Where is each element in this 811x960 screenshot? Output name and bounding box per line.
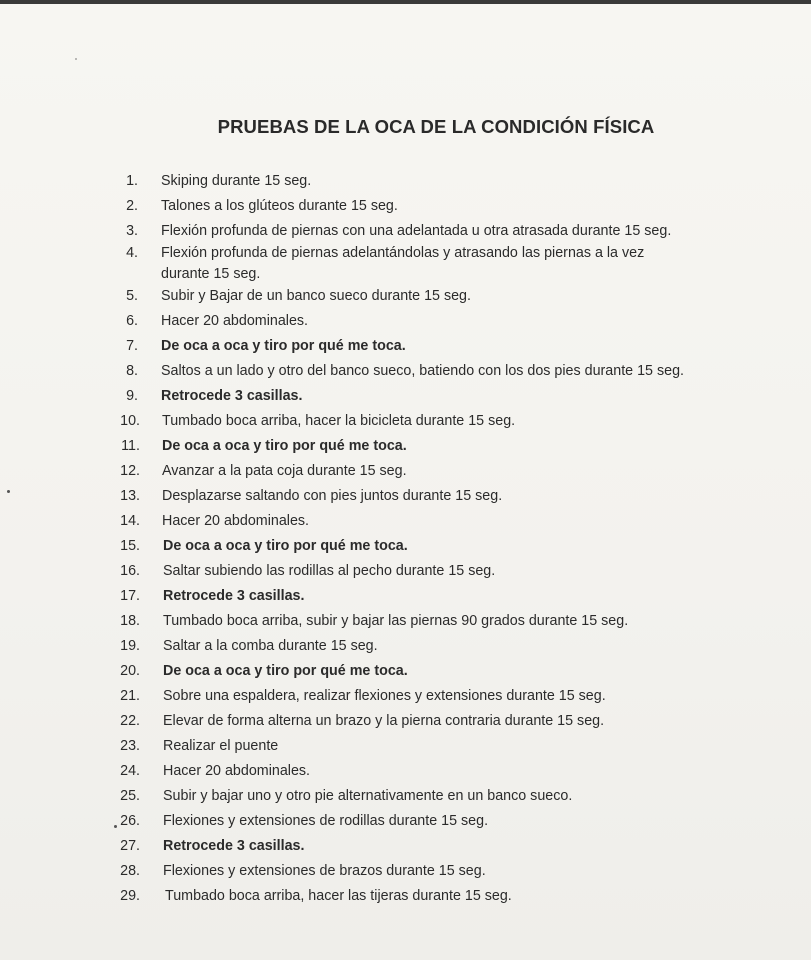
item-text: Tumbado boca arriba, hacer la bicicleta durante 15 seg. (162, 413, 516, 429)
item-number: 7. (126, 338, 138, 354)
item-number: 19. (120, 638, 140, 654)
item-text: Saltos a un lado y otro del banco sueco, batiendo con los dos pies durante 15 seg. (161, 363, 684, 379)
item-number: 23. (120, 738, 140, 754)
item-number: 3. (126, 223, 138, 239)
item-number: 17. (120, 588, 140, 604)
item-number: 13. (120, 488, 140, 504)
item-number: 9. (126, 388, 138, 404)
item-number: 8. (126, 363, 138, 379)
item-text: Flexiones y extensiones de brazos durante 15 seg. (163, 863, 486, 879)
item-number: 5. (126, 288, 138, 304)
item-number: 4. (126, 245, 138, 261)
item-text: Hacer 20 abdominales. (163, 763, 311, 779)
item-text: Skiping durante 15 seg. (161, 173, 312, 189)
item-text: Talones a los glúteos durante 15 seg. (161, 198, 398, 214)
item-number: 2. (126, 198, 138, 214)
item-number: 6. (126, 313, 138, 329)
item-number: 15. (120, 538, 140, 554)
item-text: Flexión profunda de piernas con una adelantada u otra atrasada durante 15 seg. (161, 223, 672, 239)
item-text: Hacer 20 abdominales. (162, 513, 310, 529)
item-text: Retrocede 3 casillas. (163, 588, 305, 604)
item-number: 28. (120, 863, 140, 879)
item-number: 25. (120, 788, 140, 804)
item-number: 14. (120, 513, 140, 529)
item-text: Subir y bajar uno y otro pie alternativamente en un banco sueco. (163, 788, 573, 804)
item-text: Saltar a la comba durante 15 seg. (163, 638, 378, 654)
item-text: Retrocede 3 casillas. (161, 388, 303, 404)
item-number: 12. (120, 463, 140, 479)
item-number: 21. (120, 688, 140, 704)
item-text: Realizar el puente (163, 738, 279, 754)
item-text: Retrocede 3 casillas. (163, 838, 305, 854)
item-number: 22. (120, 713, 140, 729)
item-text: Flexiones y extensiones de rodillas durante 15 seg. (163, 813, 489, 829)
item-number: 16. (120, 563, 140, 579)
item-text: Tumbado boca arriba, subir y bajar las piernas 90 grados durante 15 seg. (163, 613, 629, 629)
item-number: 24. (120, 763, 140, 779)
item-text: Desplazarse saltando con pies juntos durante 15 seg. (162, 488, 503, 504)
item-text: Elevar de forma alterna un brazo y la pierna contraria durante 15 seg. (163, 713, 605, 729)
item-number: 10. (120, 413, 140, 429)
item-text: Sobre una espaldera, realizar flexiones y extensiones durante 15 seg. (163, 688, 606, 704)
item-number: 1. (126, 173, 138, 189)
item-text: Subir y Bajar de un banco sueco durante 15 seg. (161, 288, 471, 304)
document-title: PRUEBAS DE LA OCA DE LA CONDICIÓN FÍSICA (217, 116, 655, 137)
item-number: 18. (120, 613, 140, 629)
item-number: 27. (120, 838, 140, 854)
scan-speck (75, 58, 77, 60)
scan-speck (7, 490, 10, 493)
item-text: De oca a oca y tiro por qué me toca. (163, 538, 408, 554)
item-number: 20. (120, 663, 140, 679)
item-number: 26. (120, 813, 140, 829)
item-text: Saltar subiendo las rodillas al pecho durante 15 seg. (163, 563, 496, 579)
item-text: De oca a oca y tiro por qué me toca. (161, 338, 406, 354)
item-text: De oca a oca y tiro por qué me toca. (163, 663, 408, 679)
item-text: De oca a oca y tiro por qué me toca. (162, 438, 407, 454)
scan-speck (114, 825, 117, 828)
item-number: 11. (121, 438, 140, 454)
item-text: Avanzar a la pata coja durante 15 seg. (162, 463, 407, 479)
item-text: Tumbado boca arriba, hacer las tijeras durante 15 seg. (165, 888, 512, 904)
item-text: Hacer 20 abdominales. (161, 313, 309, 329)
item-text: Flexión profunda de piernas adelantándolas y atrasando las piernas a la vez durante 15 seg. (161, 245, 645, 282)
item-number: 29. (120, 888, 140, 904)
